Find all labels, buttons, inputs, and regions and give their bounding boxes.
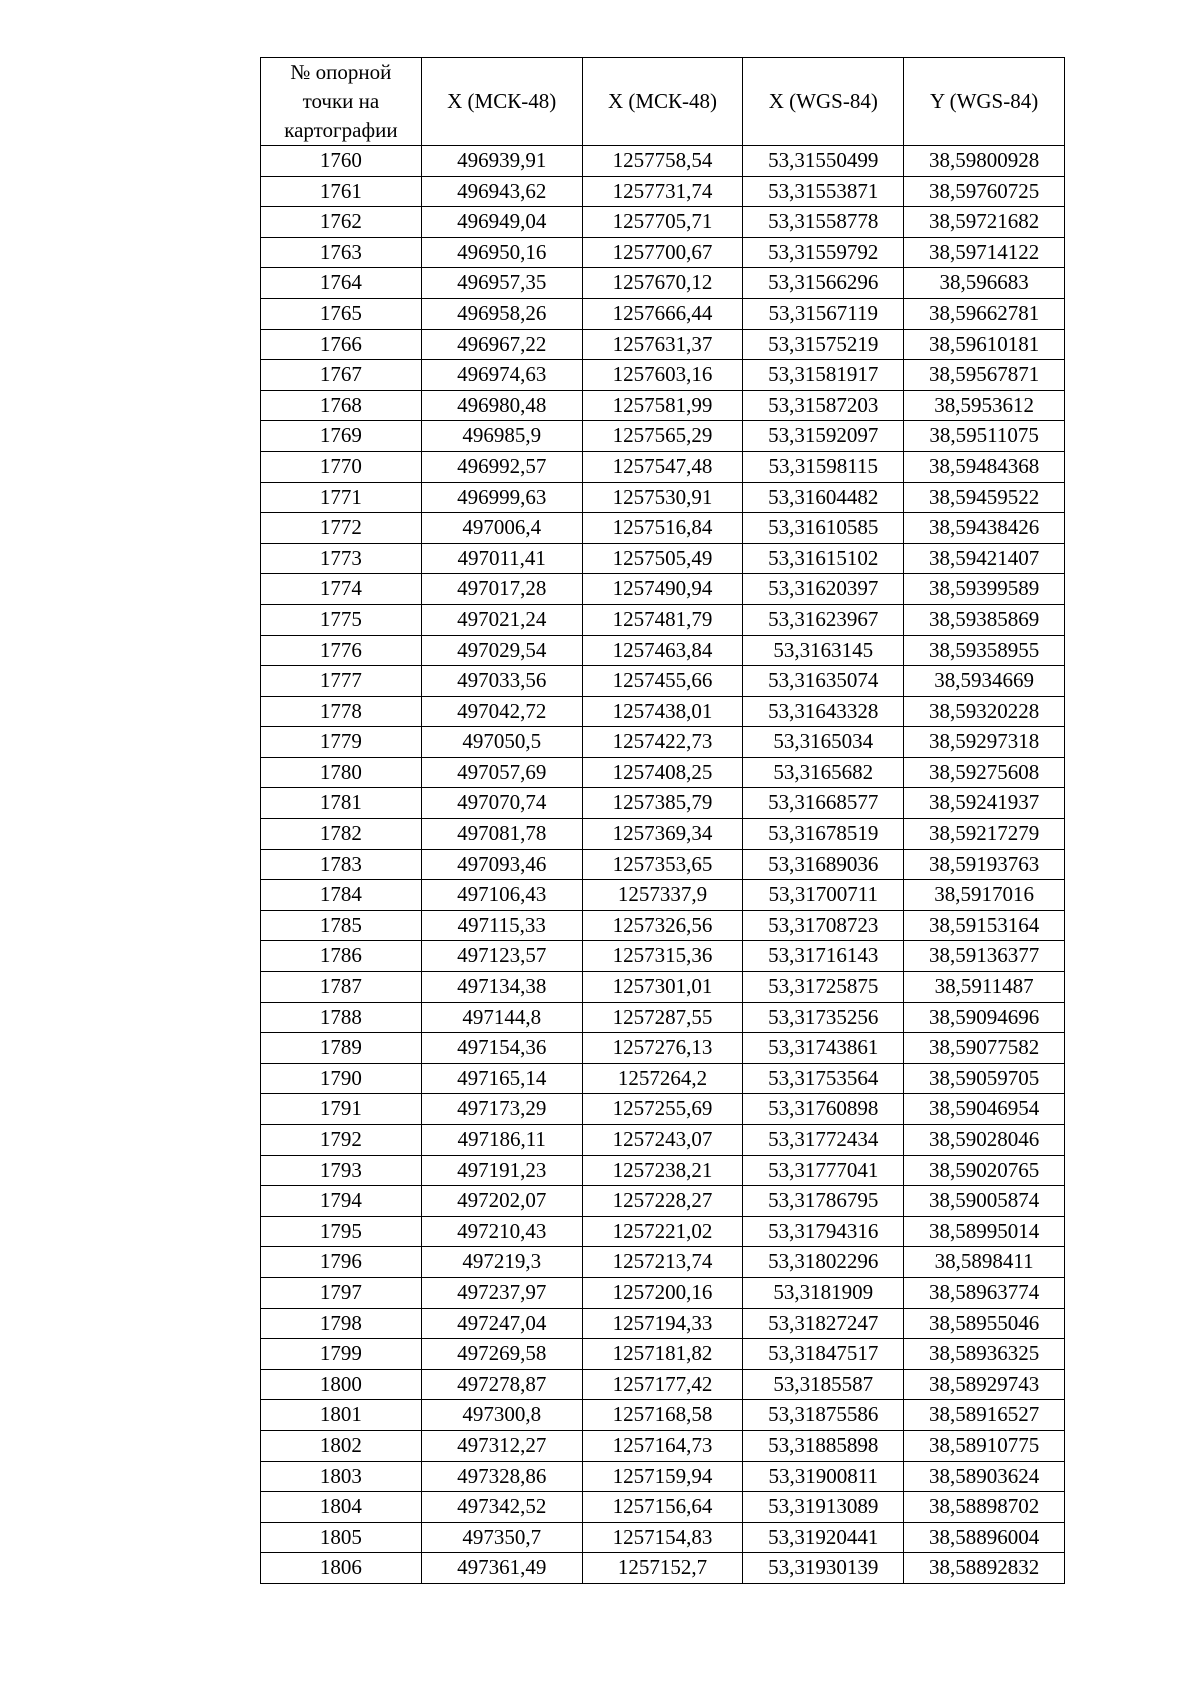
point-number-cell: 1795 xyxy=(261,1216,422,1247)
point-number-cell: 1771 xyxy=(261,482,422,513)
y-wgs84-cell: 38,5898411 xyxy=(904,1247,1065,1278)
x-msk48-2-cell: 1257547,48 xyxy=(582,451,743,482)
x-msk48-cell: 497093,46 xyxy=(421,849,582,880)
y-wgs84-cell: 38,59760725 xyxy=(904,176,1065,207)
y-wgs84-cell: 38,59217279 xyxy=(904,819,1065,850)
point-number-cell: 1763 xyxy=(261,237,422,268)
x-msk48-2-cell: 1257581,99 xyxy=(582,390,743,421)
y-wgs84-cell: 38,59193763 xyxy=(904,849,1065,880)
point-number-cell: 1801 xyxy=(261,1400,422,1431)
table-row xyxy=(261,1155,1065,1186)
x-msk48-2-cell: 1257565,29 xyxy=(582,421,743,452)
point-number-cell: 1794 xyxy=(261,1186,422,1217)
x-msk48-cell: 497057,69 xyxy=(421,757,582,788)
x-msk48-cell: 497278,87 xyxy=(421,1369,582,1400)
x-wgs84-cell: 53,31735256 xyxy=(743,1002,904,1033)
y-wgs84-cell: 38,59511075 xyxy=(904,421,1065,452)
x-wgs84-cell: 53,31635074 xyxy=(743,666,904,697)
table-row xyxy=(261,1522,1065,1553)
point-number-cell: 1783 xyxy=(261,849,422,880)
x-msk48-cell: 496985,9 xyxy=(421,421,582,452)
y-wgs84-cell: 38,59484368 xyxy=(904,451,1065,482)
y-wgs84-cell: 38,59610181 xyxy=(904,329,1065,360)
y-wgs84-cell: 38,58898702 xyxy=(904,1492,1065,1523)
x-msk48-cell: 497050,5 xyxy=(421,727,582,758)
point-number-cell: 1797 xyxy=(261,1277,422,1308)
x-wgs84-cell: 53,31794316 xyxy=(743,1216,904,1247)
point-number-cell: 1781 xyxy=(261,788,422,819)
point-number-cell: 1768 xyxy=(261,390,422,421)
table-row xyxy=(261,1033,1065,1064)
x-msk48-cell: 497144,8 xyxy=(421,1002,582,1033)
x-msk48-2-cell: 1257516,84 xyxy=(582,513,743,544)
table-row xyxy=(261,574,1065,605)
x-msk48-2-cell: 1257213,74 xyxy=(582,1247,743,1278)
point-number-cell: 1785 xyxy=(261,910,422,941)
x-msk48-2-cell: 1257154,83 xyxy=(582,1522,743,1553)
x-msk48-cell: 496939,91 xyxy=(421,146,582,177)
x-msk48-2-cell: 1257164,73 xyxy=(582,1430,743,1461)
x-wgs84-cell: 53,31772434 xyxy=(743,1125,904,1156)
table-row xyxy=(261,1308,1065,1339)
x-wgs84-cell: 53,31575219 xyxy=(743,329,904,360)
x-msk48-cell: 497017,28 xyxy=(421,574,582,605)
y-wgs84-cell: 38,59275608 xyxy=(904,757,1065,788)
x-msk48-2-cell: 1257455,66 xyxy=(582,666,743,697)
x-msk48-2-cell: 1257152,7 xyxy=(582,1553,743,1584)
header-x-msk48-1: X (МСК-48) xyxy=(421,58,582,146)
x-msk48-2-cell: 1257481,79 xyxy=(582,604,743,635)
x-msk48-cell: 496943,62 xyxy=(421,176,582,207)
x-msk48-cell: 497106,43 xyxy=(421,880,582,911)
x-wgs84-cell: 53,31558778 xyxy=(743,207,904,238)
x-msk48-cell: 496974,63 xyxy=(421,360,582,391)
x-wgs84-cell: 53,31753564 xyxy=(743,1063,904,1094)
table-row xyxy=(261,972,1065,1003)
x-msk48-2-cell: 1257301,01 xyxy=(582,972,743,1003)
x-msk48-cell: 496980,48 xyxy=(421,390,582,421)
point-number-cell: 1772 xyxy=(261,513,422,544)
y-wgs84-cell: 38,58963774 xyxy=(904,1277,1065,1308)
y-wgs84-cell: 38,59077582 xyxy=(904,1033,1065,1064)
y-wgs84-cell: 38,58903624 xyxy=(904,1461,1065,1492)
x-msk48-2-cell: 1257670,12 xyxy=(582,268,743,299)
table-row xyxy=(261,146,1065,177)
table-header xyxy=(261,58,1065,146)
x-wgs84-cell: 53,31802296 xyxy=(743,1247,904,1278)
x-msk48-2-cell: 1257353,65 xyxy=(582,849,743,880)
x-msk48-cell: 496999,63 xyxy=(421,482,582,513)
point-number-cell: 1779 xyxy=(261,727,422,758)
point-number-cell: 1778 xyxy=(261,696,422,727)
x-wgs84-cell: 53,3165034 xyxy=(743,727,904,758)
x-msk48-2-cell: 1257700,67 xyxy=(582,237,743,268)
point-number-cell: 1764 xyxy=(261,268,422,299)
x-msk48-2-cell: 1257408,25 xyxy=(582,757,743,788)
x-msk48-cell: 497154,36 xyxy=(421,1033,582,1064)
x-msk48-2-cell: 1257181,82 xyxy=(582,1339,743,1370)
y-wgs84-cell: 38,59800928 xyxy=(904,146,1065,177)
x-wgs84-cell: 53,31592097 xyxy=(743,421,904,452)
x-wgs84-cell: 53,31716143 xyxy=(743,941,904,972)
y-wgs84-cell: 38,59094696 xyxy=(904,1002,1065,1033)
table-row xyxy=(261,207,1065,238)
x-wgs84-cell: 53,31587203 xyxy=(743,390,904,421)
table-row xyxy=(261,696,1065,727)
x-msk48-cell: 497134,38 xyxy=(421,972,582,1003)
x-msk48-cell: 497219,3 xyxy=(421,1247,582,1278)
point-number-cell: 1782 xyxy=(261,819,422,850)
x-wgs84-cell: 53,31598115 xyxy=(743,451,904,482)
x-msk48-cell: 496967,22 xyxy=(421,329,582,360)
y-wgs84-cell: 38,59358955 xyxy=(904,635,1065,666)
table-row xyxy=(261,849,1065,880)
point-number-cell: 1805 xyxy=(261,1522,422,1553)
table-row xyxy=(261,604,1065,635)
table-row xyxy=(261,1216,1065,1247)
coordinates-table xyxy=(260,57,1065,1584)
x-wgs84-cell: 53,31700711 xyxy=(743,880,904,911)
y-wgs84-cell: 38,5911487 xyxy=(904,972,1065,1003)
x-wgs84-cell: 53,31643328 xyxy=(743,696,904,727)
y-wgs84-cell: 38,59385869 xyxy=(904,604,1065,635)
point-number-cell: 1798 xyxy=(261,1308,422,1339)
table-row xyxy=(261,268,1065,299)
table-row xyxy=(261,360,1065,391)
y-wgs84-cell: 38,5934669 xyxy=(904,666,1065,697)
y-wgs84-cell: 38,59153164 xyxy=(904,910,1065,941)
x-msk48-2-cell: 1257315,36 xyxy=(582,941,743,972)
x-wgs84-cell: 53,31559792 xyxy=(743,237,904,268)
x-msk48-cell: 497070,74 xyxy=(421,788,582,819)
point-number-cell: 1802 xyxy=(261,1430,422,1461)
y-wgs84-cell: 38,59320228 xyxy=(904,696,1065,727)
table-row xyxy=(261,390,1065,421)
x-msk48-2-cell: 1257264,2 xyxy=(582,1063,743,1094)
table-row xyxy=(261,543,1065,574)
point-number-cell: 1769 xyxy=(261,421,422,452)
x-msk48-2-cell: 1257177,42 xyxy=(582,1369,743,1400)
point-number-cell: 1791 xyxy=(261,1094,422,1125)
point-number-cell: 1780 xyxy=(261,757,422,788)
x-msk48-cell: 497042,72 xyxy=(421,696,582,727)
table-row xyxy=(261,941,1065,972)
y-wgs84-cell: 38,59059705 xyxy=(904,1063,1065,1094)
point-number-cell: 1793 xyxy=(261,1155,422,1186)
x-msk48-2-cell: 1257705,71 xyxy=(582,207,743,238)
header-x-wgs84: X (WGS-84) xyxy=(743,58,904,146)
x-wgs84-cell: 53,31567119 xyxy=(743,298,904,329)
x-msk48-2-cell: 1257255,69 xyxy=(582,1094,743,1125)
x-wgs84-cell: 53,31760898 xyxy=(743,1094,904,1125)
table-row xyxy=(261,910,1065,941)
x-msk48-cell: 497029,54 xyxy=(421,635,582,666)
x-msk48-cell: 497312,27 xyxy=(421,1430,582,1461)
x-msk48-cell: 497115,33 xyxy=(421,910,582,941)
table-row xyxy=(261,421,1065,452)
y-wgs84-cell: 38,59421407 xyxy=(904,543,1065,574)
point-number-cell: 1776 xyxy=(261,635,422,666)
y-wgs84-cell: 38,59567871 xyxy=(904,360,1065,391)
x-wgs84-cell: 53,3165682 xyxy=(743,757,904,788)
table-row xyxy=(261,1369,1065,1400)
x-wgs84-cell: 53,31777041 xyxy=(743,1155,904,1186)
x-msk48-cell: 497021,24 xyxy=(421,604,582,635)
x-msk48-2-cell: 1257603,16 xyxy=(582,360,743,391)
x-wgs84-cell: 53,31885898 xyxy=(743,1430,904,1461)
x-wgs84-cell: 53,31847517 xyxy=(743,1339,904,1370)
x-msk48-2-cell: 1257422,73 xyxy=(582,727,743,758)
x-msk48-cell: 496992,57 xyxy=(421,451,582,482)
x-msk48-2-cell: 1257276,13 xyxy=(582,1033,743,1064)
x-msk48-cell: 497328,86 xyxy=(421,1461,582,1492)
x-msk48-2-cell: 1257385,79 xyxy=(582,788,743,819)
x-wgs84-cell: 53,31786795 xyxy=(743,1186,904,1217)
y-wgs84-cell: 38,59399589 xyxy=(904,574,1065,605)
x-msk48-cell: 497081,78 xyxy=(421,819,582,850)
header-x-msk48-2: X (МСК-48) xyxy=(582,58,743,146)
x-wgs84-cell: 53,31900811 xyxy=(743,1461,904,1492)
table-row xyxy=(261,1339,1065,1370)
x-msk48-2-cell: 1257221,02 xyxy=(582,1216,743,1247)
x-wgs84-cell: 53,31623967 xyxy=(743,604,904,635)
x-msk48-cell: 497269,58 xyxy=(421,1339,582,1370)
y-wgs84-cell: 38,59662781 xyxy=(904,298,1065,329)
x-msk48-cell: 496957,35 xyxy=(421,268,582,299)
x-msk48-cell: 497186,11 xyxy=(421,1125,582,1156)
x-wgs84-cell: 53,31708723 xyxy=(743,910,904,941)
point-number-cell: 1774 xyxy=(261,574,422,605)
x-wgs84-cell: 53,31581917 xyxy=(743,360,904,391)
x-msk48-cell: 497210,43 xyxy=(421,1216,582,1247)
x-wgs84-cell: 53,31678519 xyxy=(743,819,904,850)
table-row xyxy=(261,1430,1065,1461)
x-msk48-2-cell: 1257287,55 xyxy=(582,1002,743,1033)
point-number-cell: 1787 xyxy=(261,972,422,1003)
x-wgs84-cell: 53,31610585 xyxy=(743,513,904,544)
y-wgs84-cell: 38,59028046 xyxy=(904,1125,1065,1156)
x-msk48-cell: 497361,49 xyxy=(421,1553,582,1584)
x-wgs84-cell: 53,31689036 xyxy=(743,849,904,880)
y-wgs84-cell: 38,58936325 xyxy=(904,1339,1065,1370)
x-msk48-2-cell: 1257505,49 xyxy=(582,543,743,574)
point-number-cell: 1800 xyxy=(261,1369,422,1400)
x-msk48-2-cell: 1257156,64 xyxy=(582,1492,743,1523)
x-msk48-cell: 496950,16 xyxy=(421,237,582,268)
y-wgs84-cell: 38,59241937 xyxy=(904,788,1065,819)
x-msk48-2-cell: 1257758,54 xyxy=(582,146,743,177)
x-wgs84-cell: 53,31913089 xyxy=(743,1492,904,1523)
x-msk48-cell: 497173,29 xyxy=(421,1094,582,1125)
y-wgs84-cell: 38,58892832 xyxy=(904,1553,1065,1584)
y-wgs84-cell: 38,59721682 xyxy=(904,207,1065,238)
table-row xyxy=(261,635,1065,666)
point-number-cell: 1767 xyxy=(261,360,422,391)
x-msk48-2-cell: 1257530,91 xyxy=(582,482,743,513)
x-wgs84-cell: 53,31920441 xyxy=(743,1522,904,1553)
x-msk48-cell: 497123,57 xyxy=(421,941,582,972)
x-msk48-cell: 497342,52 xyxy=(421,1492,582,1523)
point-number-cell: 1786 xyxy=(261,941,422,972)
x-msk48-2-cell: 1257731,74 xyxy=(582,176,743,207)
point-number-cell: 1784 xyxy=(261,880,422,911)
x-msk48-cell: 497247,04 xyxy=(421,1308,582,1339)
table-row xyxy=(261,1461,1065,1492)
y-wgs84-cell: 38,58916527 xyxy=(904,1400,1065,1431)
x-wgs84-cell: 53,31930139 xyxy=(743,1553,904,1584)
y-wgs84-cell: 38,58955046 xyxy=(904,1308,1065,1339)
x-msk48-2-cell: 1257337,9 xyxy=(582,880,743,911)
x-msk48-cell: 497165,14 xyxy=(421,1063,582,1094)
header-row xyxy=(261,58,1065,146)
y-wgs84-cell: 38,59005874 xyxy=(904,1186,1065,1217)
table-row xyxy=(261,880,1065,911)
y-wgs84-cell: 38,59297318 xyxy=(904,727,1065,758)
table-body xyxy=(261,146,1065,1584)
x-msk48-2-cell: 1257326,56 xyxy=(582,910,743,941)
x-msk48-cell: 497237,97 xyxy=(421,1277,582,1308)
table-row xyxy=(261,1553,1065,1584)
x-msk48-2-cell: 1257631,37 xyxy=(582,329,743,360)
table-row xyxy=(261,1125,1065,1156)
header-point-number xyxy=(261,58,422,146)
x-msk48-cell: 497033,56 xyxy=(421,666,582,697)
point-number-cell: 1777 xyxy=(261,666,422,697)
table-row xyxy=(261,819,1065,850)
table-row xyxy=(261,482,1065,513)
table-row xyxy=(261,788,1065,819)
point-number-cell: 1760 xyxy=(261,146,422,177)
x-msk48-cell: 497191,23 xyxy=(421,1155,582,1186)
point-number-cell: 1775 xyxy=(261,604,422,635)
x-wgs84-cell: 53,31875586 xyxy=(743,1400,904,1431)
y-wgs84-cell: 38,58910775 xyxy=(904,1430,1065,1461)
x-msk48-cell: 496949,04 xyxy=(421,207,582,238)
x-wgs84-cell: 53,31743861 xyxy=(743,1033,904,1064)
table-row xyxy=(261,1400,1065,1431)
x-msk48-2-cell: 1257438,01 xyxy=(582,696,743,727)
y-wgs84-cell: 38,5953612 xyxy=(904,390,1065,421)
table-row xyxy=(261,237,1065,268)
x-wgs84-cell: 53,3163145 xyxy=(743,635,904,666)
x-wgs84-cell: 53,31604482 xyxy=(743,482,904,513)
x-wgs84-cell: 53,3185587 xyxy=(743,1369,904,1400)
table-row xyxy=(261,1186,1065,1217)
point-number-cell: 1790 xyxy=(261,1063,422,1094)
x-msk48-2-cell: 1257490,94 xyxy=(582,574,743,605)
x-msk48-2-cell: 1257243,07 xyxy=(582,1125,743,1156)
x-msk48-cell: 497350,7 xyxy=(421,1522,582,1553)
y-wgs84-cell: 38,58995014 xyxy=(904,1216,1065,1247)
x-wgs84-cell: 53,3181909 xyxy=(743,1277,904,1308)
point-number-cell: 1804 xyxy=(261,1492,422,1523)
x-wgs84-cell: 53,31827247 xyxy=(743,1308,904,1339)
table-row xyxy=(261,1094,1065,1125)
y-wgs84-cell: 38,59020765 xyxy=(904,1155,1065,1186)
table-row xyxy=(261,298,1065,329)
x-wgs84-cell: 53,31566296 xyxy=(743,268,904,299)
y-wgs84-cell: 38,58929743 xyxy=(904,1369,1065,1400)
x-msk48-2-cell: 1257369,34 xyxy=(582,819,743,850)
point-number-cell: 1773 xyxy=(261,543,422,574)
x-msk48-2-cell: 1257159,94 xyxy=(582,1461,743,1492)
x-msk48-2-cell: 1257238,21 xyxy=(582,1155,743,1186)
x-wgs84-cell: 53,31668577 xyxy=(743,788,904,819)
header-y-wgs84: Y (WGS-84) xyxy=(904,58,1065,146)
y-wgs84-cell: 38,5917016 xyxy=(904,880,1065,911)
table-row xyxy=(261,727,1065,758)
point-number-cell: 1788 xyxy=(261,1002,422,1033)
x-msk48-2-cell: 1257168,58 xyxy=(582,1400,743,1431)
x-msk48-cell: 497011,41 xyxy=(421,543,582,574)
x-msk48-cell: 496958,26 xyxy=(421,298,582,329)
x-msk48-2-cell: 1257666,44 xyxy=(582,298,743,329)
point-number-cell: 1806 xyxy=(261,1553,422,1584)
x-msk48-2-cell: 1257200,16 xyxy=(582,1277,743,1308)
y-wgs84-cell: 38,59046954 xyxy=(904,1094,1065,1125)
x-msk48-2-cell: 1257194,33 xyxy=(582,1308,743,1339)
point-number-cell: 1766 xyxy=(261,329,422,360)
table-row xyxy=(261,513,1065,544)
point-number-cell: 1770 xyxy=(261,451,422,482)
x-msk48-2-cell: 1257228,27 xyxy=(582,1186,743,1217)
point-number-cell: 1792 xyxy=(261,1125,422,1156)
point-number-cell: 1803 xyxy=(261,1461,422,1492)
x-msk48-cell: 497300,8 xyxy=(421,1400,582,1431)
y-wgs84-cell: 38,596683 xyxy=(904,268,1065,299)
point-number-cell: 1761 xyxy=(261,176,422,207)
point-number-cell: 1799 xyxy=(261,1339,422,1370)
table-row xyxy=(261,1002,1065,1033)
point-number-cell: 1762 xyxy=(261,207,422,238)
table-row xyxy=(261,1063,1065,1094)
point-number-cell: 1789 xyxy=(261,1033,422,1064)
header-point-number-text: № опорной точки на картографии xyxy=(284,60,398,142)
y-wgs84-cell: 38,59714122 xyxy=(904,237,1065,268)
y-wgs84-cell: 38,58896004 xyxy=(904,1522,1065,1553)
point-number-cell: 1796 xyxy=(261,1247,422,1278)
x-wgs84-cell: 53,31615102 xyxy=(743,543,904,574)
table-row xyxy=(261,1247,1065,1278)
x-msk48-2-cell: 1257463,84 xyxy=(582,635,743,666)
x-msk48-cell: 497202,07 xyxy=(421,1186,582,1217)
table-row xyxy=(261,1277,1065,1308)
point-number-cell: 1765 xyxy=(261,298,422,329)
table-row xyxy=(261,451,1065,482)
table-row xyxy=(261,757,1065,788)
table-row xyxy=(261,666,1065,697)
table-row xyxy=(261,329,1065,360)
x-msk48-cell: 497006,4 xyxy=(421,513,582,544)
y-wgs84-cell: 38,59438426 xyxy=(904,513,1065,544)
table-row xyxy=(261,176,1065,207)
x-wgs84-cell: 53,31620397 xyxy=(743,574,904,605)
y-wgs84-cell: 38,59459522 xyxy=(904,482,1065,513)
y-wgs84-cell: 38,59136377 xyxy=(904,941,1065,972)
x-wgs84-cell: 53,31725875 xyxy=(743,972,904,1003)
x-wgs84-cell: 53,31553871 xyxy=(743,176,904,207)
x-wgs84-cell: 53,31550499 xyxy=(743,146,904,177)
table-row xyxy=(261,1492,1065,1523)
